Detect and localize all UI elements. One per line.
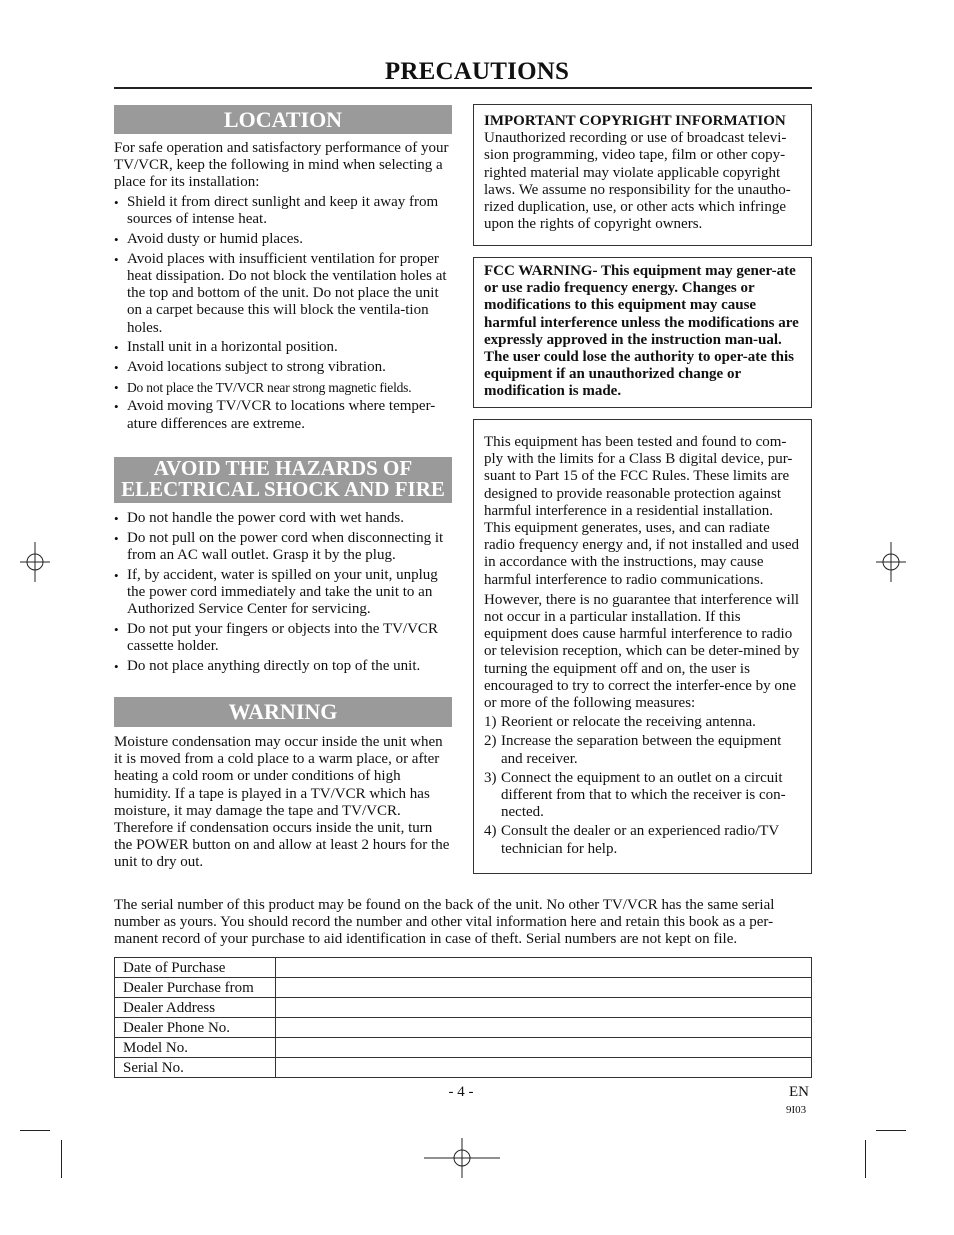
serial-note: The serial number of this product may be found on the back of the unit. No other TV/VCR has the same serial number as yours. You should record the number and other vital information here and retain this book as a per-manent record of your purchase to aid identification in case of theft. Serial numbers are not kept on file.: [114, 897, 775, 948]
list-item: • Shield it from direct sunlight and keep it away from sources of intense heat.: [114, 194, 450, 228]
table-row: [115, 1038, 812, 1058]
crop-mark-left-vertical: [61, 1140, 62, 1178]
table-cell-label: Dealer Address: [115, 998, 276, 1018]
warning-heading: WARNING: [114, 697, 452, 727]
table-cell-label: Dealer Phone No.: [115, 1018, 276, 1038]
table-cell-value: [276, 958, 812, 978]
measure-text: Connect the equipment to an outlet on a circuit different from that to which the receiver is con-nected.: [501, 769, 786, 821]
copyright-text: Unauthorized recording or use of broadcast televi-sion programming, video tape, film or other copy-righted material may violate applicable copyright laws. We assume no responsibility for the unautho-rized duplication, use, or other acts which infringe upon the rights of copyright owners.: [484, 130, 791, 233]
table-row: [115, 1018, 812, 1038]
table-cell-value: [276, 1038, 812, 1058]
fcc-warning-box: [473, 257, 812, 408]
table-row: [115, 978, 812, 998]
list-item: [484, 714, 803, 731]
list-item: • Do not pull on the power cord when disconnecting it from an AC wall outlet. Grasp it by the plug.: [114, 530, 452, 564]
location-heading: LOCATION: [114, 105, 452, 134]
page-title: PRECAUTIONS: [384, 58, 570, 85]
copyright-box: [473, 104, 812, 246]
crop-mark-right-vertical: [865, 1140, 866, 1178]
crop-mark-left-horizontal: [20, 1130, 50, 1131]
list-item: • Avoid places with insufficient ventilation for proper heat dissipation. Do not block the ventilation holes at the top and bottom of the unit. Do not place the unit on a carpet because this will block the ventila-tion holes.: [114, 251, 450, 337]
table-cell-value: [276, 1018, 812, 1038]
fcc-notice-para1: This equipment has been tested and found to com-ply with the limits for a Class B digital device, pur-suant to Part 15 of the FCC Rules. These limits are designed to provide reasonable protection against harmful interference in a residential installation. This equipment generates, uses, and can radiate radio frequency energy and, if not installed and used in accordance with the instructions, may cause harmful interference to radio communications.: [484, 434, 800, 588]
table-cell-value: [276, 998, 812, 1018]
list-item: [484, 770, 803, 822]
measure-text: Increase the separation between the equipment and receiver.: [501, 733, 782, 767]
measure-text: Reorient or relocate the receiving antenna.: [501, 714, 756, 731]
location-list: [114, 194, 450, 433]
measure-number: 1): [484, 714, 497, 731]
list-item: • Install unit in a horizontal position.: [114, 339, 450, 356]
hazards-heading-line2: ELECTRICAL SHOCK AND FIRE: [121, 477, 445, 501]
table-row: [115, 1058, 812, 1078]
list-item: • Do not place anything directly on top of the unit.: [114, 658, 452, 675]
table-cell-label: Date of Purchase: [115, 958, 276, 978]
location-section: [114, 105, 452, 433]
registration-mark-bottom-icon: [424, 1138, 500, 1178]
title-rule: [114, 87, 812, 89]
table-cell-label: Serial No.: [115, 1058, 276, 1078]
hazards-section: [114, 457, 452, 675]
registration-mark-left-icon: [20, 542, 50, 582]
crop-mark-right-horizontal: [876, 1130, 906, 1131]
list-item: [484, 733, 803, 767]
list-item: [484, 823, 803, 857]
fcc-notice-para2: However, there is no guarantee that interference will not occur in a particular installation. If this equipment does cause harmful interference to radio or television reception, which can be deter-mined by turning the equipment off and on, the user is encouraged to try to correct the interfer-ence by one or more of the following measures:: [484, 591, 800, 712]
measure-text: Consult the dealer or an experienced radio/TV technician for help.: [501, 823, 779, 857]
table-row: [115, 998, 812, 1018]
table-cell-value: [276, 1058, 812, 1078]
registration-mark-right-icon: [876, 542, 906, 582]
list-item: • Do not handle the power cord with wet hands.: [114, 510, 452, 527]
hazards-list: [114, 510, 452, 675]
purchase-record-table: [114, 957, 812, 1078]
table-cell-value: [276, 978, 812, 998]
measure-number: 2): [484, 733, 497, 750]
list-item: • Avoid locations subject to strong vibration.: [114, 359, 450, 376]
list-item: • Avoid moving TV/VCR to locations where temper-ature differences are extreme.: [114, 398, 450, 432]
fcc-warning-text: FCC WARNING- This equipment may gener-ate or use radio frequency energy. Changes or modifications to this equipment may cause harmful interference unless the modifications are expressly approved in the instruction man-ual. The user could lose the authority to oper-ate this equipment if an unauthorized change or modification is made.: [484, 263, 799, 400]
language-code: EN: [789, 1084, 809, 1100]
page-number: - 4 -: [448, 1084, 474, 1100]
fcc-measures-list: [484, 714, 803, 858]
list-item: • If, by accident, water is spilled on your unit, unplug the power cord immediately and take the unit to an Authorized Service Center for servicing.: [114, 567, 452, 619]
copyright-heading: IMPORTANT COPYRIGHT INFORMATION: [484, 113, 786, 129]
fcc-notice-box: [473, 419, 812, 874]
document-code: 9I03: [786, 1104, 807, 1116]
measure-number: 4): [484, 823, 497, 840]
list-item: • Avoid dusty or humid places.: [114, 231, 450, 248]
list-item: • Do not put your fingers or objects into the TV/VCR cassette holder.: [114, 621, 452, 655]
location-intro: For safe operation and satisfactory performance of your TV/VCR, keep the following in mind when selecting a place for its installation:: [114, 140, 449, 191]
table-cell-label: Dealer Purchase from: [115, 978, 276, 998]
table-row: [115, 958, 812, 978]
hazards-heading-line1: AVOID THE HAZARDS OF: [153, 456, 413, 480]
hazards-heading: [114, 457, 452, 503]
warning-section: [114, 697, 452, 872]
list-item: • Do not place the TV/VCR near strong magnetic fields.: [114, 379, 450, 396]
warning-text: Moisture condensation may occur inside the unit when it is moved from a cold place to a warm place, or after heating a cold room or under conditions of high humidity. If a tape is played in a TV/VCR which has moisture, it may damage the tape and TV/VCR. Therefore if condensation occurs inside the unit, turn the POWER button on and allow at least 2 hours for the unit to dry out.: [114, 734, 450, 871]
measure-number: 3): [484, 769, 497, 786]
table-cell-label: Model No.: [115, 1038, 276, 1058]
